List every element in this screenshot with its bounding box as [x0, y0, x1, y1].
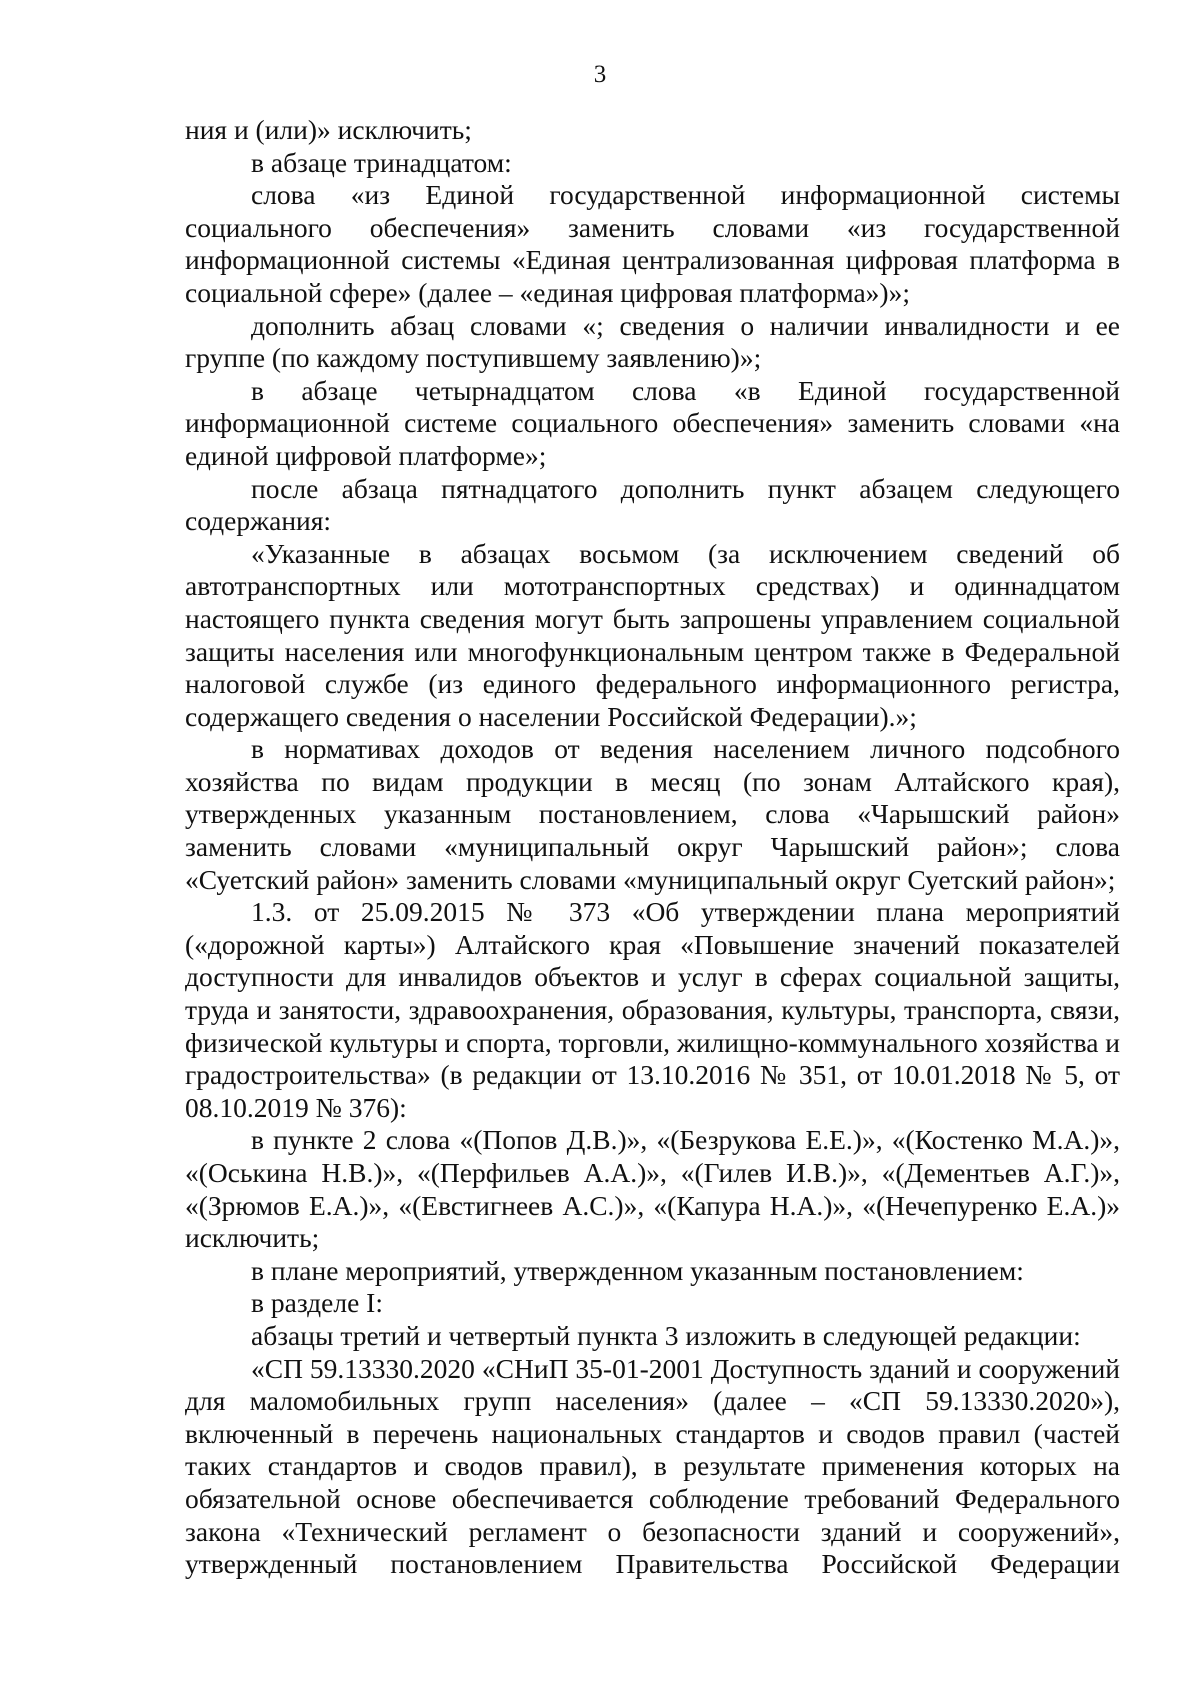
paragraph: в пункте 2 слова «(Попов Д.В.)», «(Безрукова Е.Е.)», «(Костенко М.А.)», «(Оськина Н.В.)», «(Перфильев А.А.)», «(Гилев И.В.)», «(Дементьев А.Г.)», «(Зрюмов Е.А.)», «(Евстигнеев А.С.)», «(Капура Н.А.)», «(Нечепуренко Е.А.)» исключить; — [185, 1124, 1120, 1254]
paragraph: слова «из Единой государственной информационной системы социального обеспечения» заменить словами «из государственной информационной системы «Единая централизованная цифровая платформа в социальной сфере» (далее – «единая цифровая платформа»)»; — [185, 179, 1120, 308]
document-body — [185, 114, 1120, 1581]
paragraph: «Указанные в абзацах восьмом (за исключением сведений об автотранспортных или мототранспортных средствах) и одиннадцатом настоящего пункта сведения могут быть запрошены управлением социальной защиты населения или многофункциональным центром также в Федеральной налоговой службе (из единого федерального информационного регистра, содержащего сведения о населении Российской Федерации).»; — [185, 537, 1120, 732]
page-number: 3 — [593, 61, 607, 88]
paragraph: дополнить абзац словами «; сведения о наличии инвалидности и ее группе (по каждому поступившему заявлению)»; — [185, 309, 1120, 374]
paragraph: после абзаца пятнадцатого дополнить пункт абзацем следующего содержания: — [185, 472, 1120, 537]
paragraph: ния и (или)» исключить; — [185, 114, 472, 145]
paragraph: в абзаце четырнадцатом слова «в Единой государственной информационной системе социального обеспечения» заменить словами «на единой цифровой платформе»; — [185, 374, 1120, 471]
paragraph: в плане мероприятий, утвержденном указанным постановлением: — [251, 1254, 1024, 1286]
paragraph: в нормативах доходов от ведения населением личного подсобного хозяйства по видам продукции в месяц (по зонам Алтайского края), утвержденных указанным постановлением, слова «Чарышский район» заменить словами «муниципальный округ Чарышский район»; слова «Суетский район» заменить словами «муниципальный округ Суетский район»; — [185, 733, 1120, 895]
paragraph: 1.3. от 25.09.2015 № 373 «Об утверждении плана мероприятий («дорожной карты») Алтайского края «Повышение значений показателей доступности для инвалидов объектов и услуг в сферах социальной защиты, труда и занятости, здравоохранения, образования, культуры, транспорта, связи, физической культуры и спорта, торговли, жилищно-коммунального хозяйства и градостроительства» (в редакции от 13.10.2016 № 351, от 10.01.2018 № 5, от 08.10.2019 № 376): — [185, 896, 1120, 1123]
paragraph: в абзаце тринадцатом: — [251, 146, 512, 178]
paragraph: абзацы третий и четвертый пункта 3 изложить в следующей редакции: — [251, 1319, 1081, 1351]
paragraph: «СП 59.13330.2020 «СНиП 35-01-2001 Доступность зданий и сооружений для маломобильных групп населения» (далее – «СП 59.13330.2020»), включенный в перечень национальных стандартов и сводов правил (частей таких стандартов и сводов правил), в результате применения которых на обязательной основе обеспечивается соблюдение требований Федерального закона «Технический регламент о безопасности зданий и сооружений», утвержденный постановлением Правительства Российской Федерации — [185, 1352, 1120, 1580]
paragraph: в разделе I: — [251, 1287, 383, 1319]
